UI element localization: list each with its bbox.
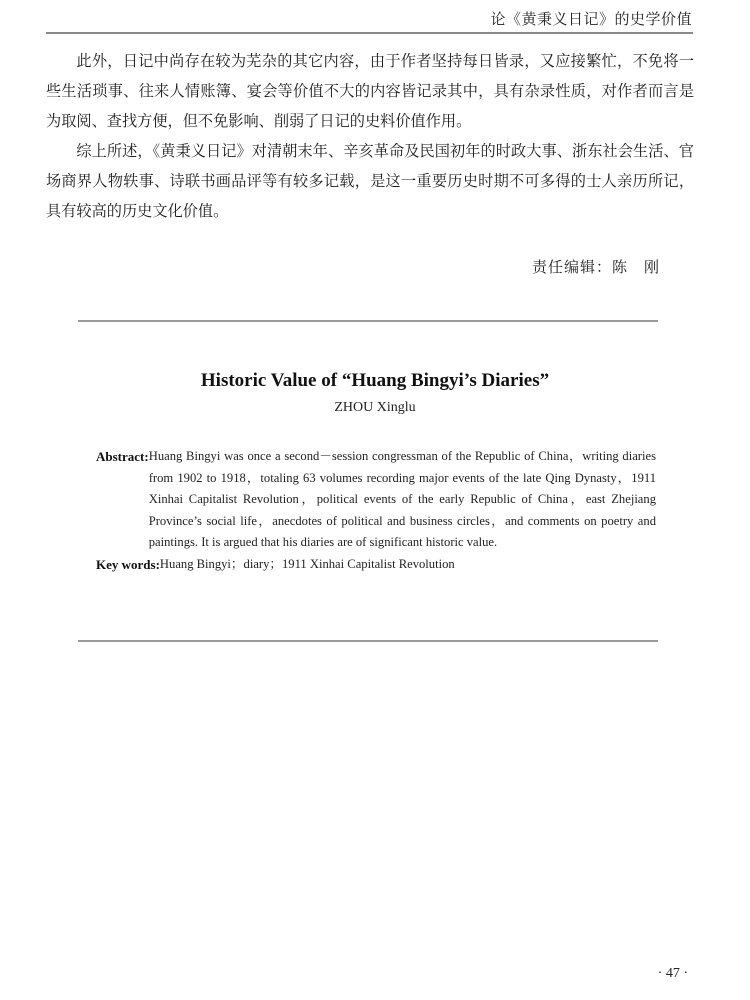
running-title: 论《黄秉义日记》的史学价值 xyxy=(490,10,692,28)
body-paragraph: 此外，日记中尚存在较为芜杂的其它内容，由于作者坚持每日皆录，又应接繁忙，不免将一些生活琐事、往来人情账簿、宴会等价值不大的内容皆记录其中，具有杂录性质，对作者而言是为取阅、查找方便，但不免影响、削弱了日记的史料价值作用。 xyxy=(46,52,694,130)
body-paragraph: 综上所述，《黄秉义日记》对清朝末年、辛亥革命及民国初年的时政大事、浙东社会生活、官场商界人物轶事、诗联书画品评等有较多记载，是这一重要历史时期不可多得的士人亲历所记，具有较高的历史文化价值。 xyxy=(46,142,694,220)
english-author: ZHOU Xinglu xyxy=(334,400,416,415)
english-abstract-block xyxy=(96,446,656,575)
abstract-text: Huang Bingyi was once a second－session congressman of the Republic of China，writing diaries from 1902 to 1918，totaling 63 volumes recording major events of the late Qing Dynasty，1911 Xinhai Capitalist Revolution，political events of the early Republic of China，east Zhejiang Province’s social life，anecdotes of political and business circles，and comments on poetry and paintings. It is argued that his diaries are of significant historic value. xyxy=(148,449,656,549)
keywords-label: Key words: xyxy=(96,556,160,572)
section-divider-top xyxy=(78,320,658,322)
abstract-row xyxy=(96,446,656,554)
english-title: Historic Value of “Huang Bingyi’s Diaries” xyxy=(200,370,550,391)
header-rule xyxy=(46,32,693,34)
keywords-row xyxy=(96,554,656,576)
keywords-text: Huang Bingyi；diary；1911 Xinhai Capitalist Revolution xyxy=(159,556,455,571)
abstract-label: Abstract: xyxy=(96,449,149,464)
section-divider-bottom xyxy=(78,640,658,642)
responsible-editor: 责任编辑：陈 刚 xyxy=(531,258,660,276)
page-number: · 47 · xyxy=(657,966,688,981)
chinese-body-text xyxy=(46,46,694,226)
